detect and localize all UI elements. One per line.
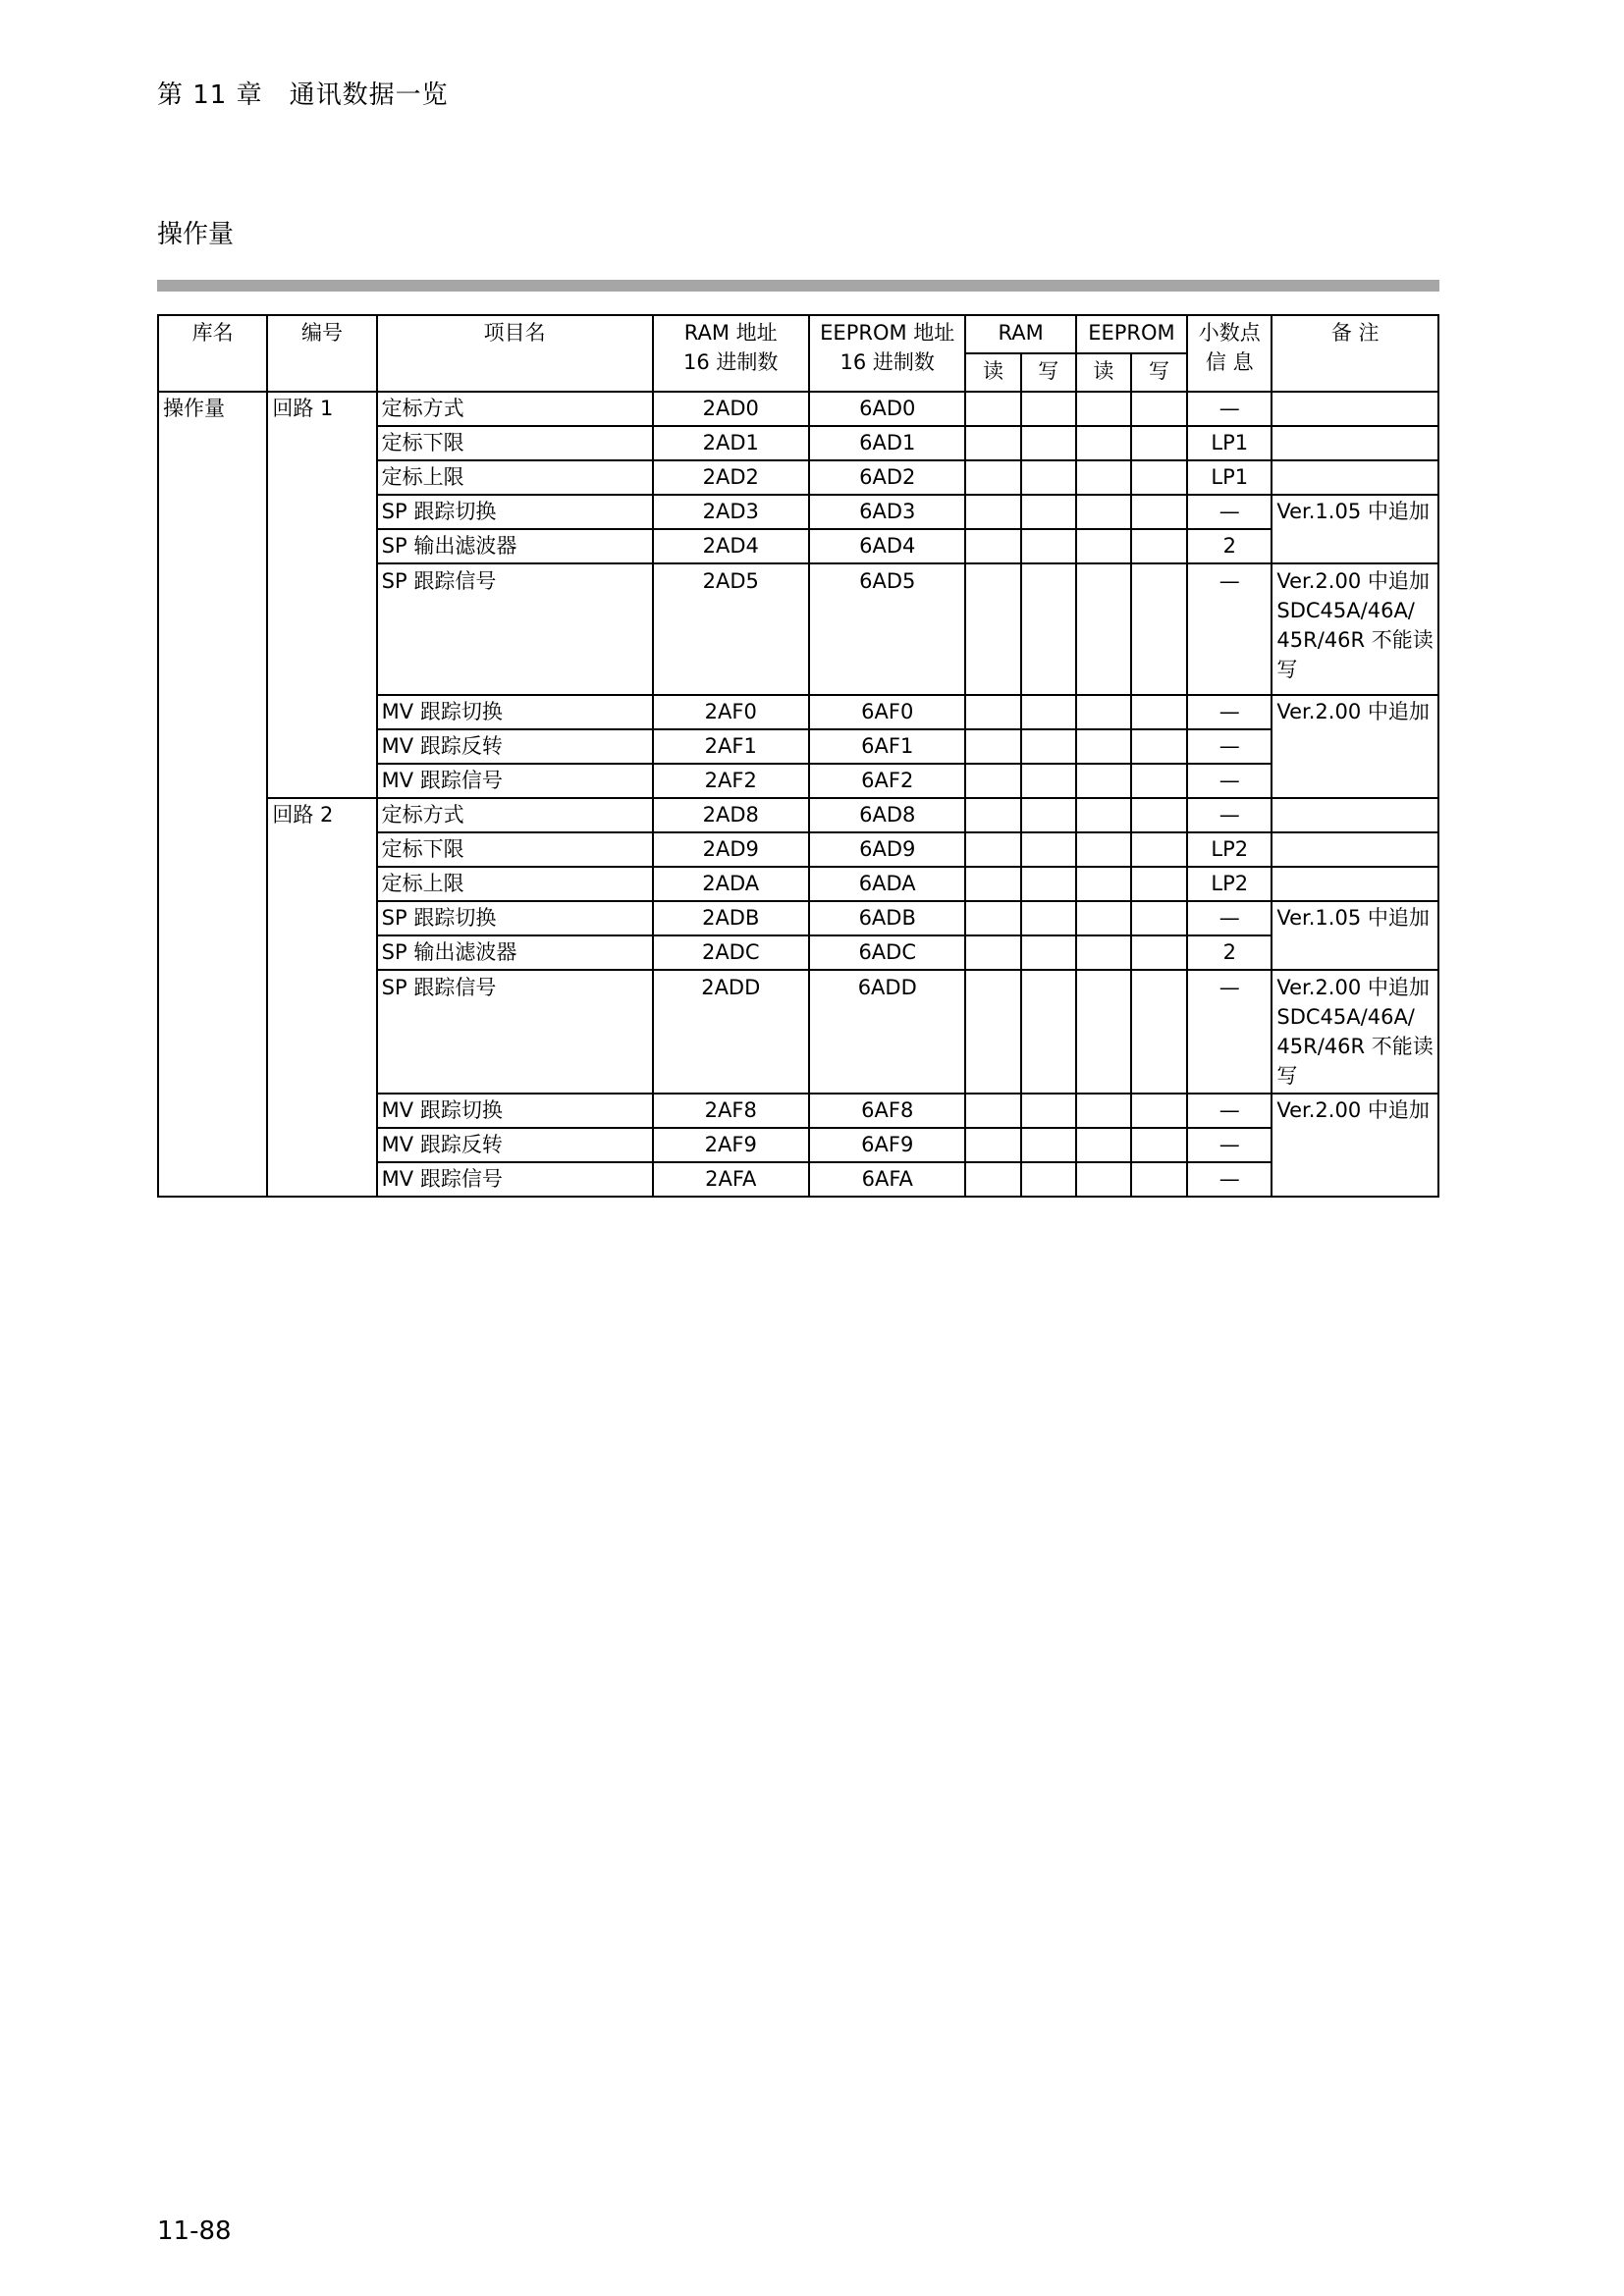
item-name: SP 跟踪信号: [377, 563, 653, 695]
item-name: SP 跟踪信号: [377, 970, 653, 1094]
decimal-info: —: [1187, 764, 1272, 798]
decimal-info: 2: [1187, 935, 1272, 970]
decimal-info: —: [1187, 563, 1272, 695]
decimal-info: —: [1187, 695, 1272, 729]
header-decimal-info: 小数点 信 息: [1187, 315, 1272, 392]
table-row: [158, 798, 1438, 832]
decimal-info: —: [1187, 798, 1272, 832]
decimal-info: LP2: [1187, 832, 1272, 867]
ram-address: 2ADA: [653, 867, 809, 901]
item-name: MV 跟踪切换: [377, 1094, 653, 1128]
eeprom-address: 6AD1: [809, 426, 965, 460]
header-eeprom-write: 写: [1131, 353, 1187, 392]
section-divider-bar: [157, 280, 1439, 292]
decimal-info: LP1: [1187, 426, 1272, 460]
ram-address: 2ADB: [653, 901, 809, 935]
ram-address: 2AD5: [653, 563, 809, 695]
remarks-cell: Ver.2.00 中追加: [1272, 1094, 1438, 1197]
item-name: MV 跟踪信号: [377, 1162, 653, 1197]
item-name: SP 跟踪切换: [377, 901, 653, 935]
eeprom-address: 6AF1: [809, 729, 965, 764]
header-ram-address: RAM 地址 16 进制数: [653, 315, 809, 392]
item-name: 定标上限: [377, 460, 653, 495]
eeprom-address: 6AF8: [809, 1094, 965, 1128]
remarks-cell: [1272, 392, 1438, 426]
eeprom-address: 6ADA: [809, 867, 965, 901]
item-name: 定标上限: [377, 867, 653, 901]
item-name: 定标方式: [377, 392, 653, 426]
item-name: MV 跟踪反转: [377, 1128, 653, 1162]
item-name: MV 跟踪反转: [377, 729, 653, 764]
item-name: SP 输出滤波器: [377, 935, 653, 970]
decimal-info: —: [1187, 901, 1272, 935]
eeprom-address: 6AD9: [809, 832, 965, 867]
header-number: 编号: [267, 315, 376, 392]
decimal-info: —: [1187, 729, 1272, 764]
remarks-cell: Ver.2.00 中追加 SDC45A/46A/ 45R/46R 不能读写: [1272, 970, 1438, 1094]
decimal-info: LP1: [1187, 460, 1272, 495]
ram-address: 2AD0: [653, 392, 809, 426]
ram-address: 2ADD: [653, 970, 809, 1094]
header-remarks: 备 注: [1272, 315, 1438, 392]
decimal-info: LP2: [1187, 867, 1272, 901]
header-eeprom-address: EEPROM 地址 16 进制数: [809, 315, 965, 392]
eeprom-address: 6AD3: [809, 495, 965, 529]
item-name: MV 跟踪信号: [377, 764, 653, 798]
remarks-cell: Ver.2.00 中追加: [1272, 695, 1438, 798]
loop2-cell: 回路 2: [267, 798, 376, 1197]
ram-address: 2AD8: [653, 798, 809, 832]
decimal-info: 2: [1187, 529, 1272, 563]
ram-address: 2AF8: [653, 1094, 809, 1128]
decimal-info: —: [1187, 1094, 1272, 1128]
ram-address: 2AD1: [653, 426, 809, 460]
header-ram-read: 读: [965, 353, 1020, 392]
item-name: 定标方式: [377, 798, 653, 832]
ram-address: 2AFA: [653, 1162, 809, 1197]
remarks-cell: [1272, 867, 1438, 901]
header-eeprom: EEPROM: [1076, 315, 1187, 353]
eeprom-address: 6ADD: [809, 970, 965, 1094]
ram-address: 2AD3: [653, 495, 809, 529]
header-eeprom-read: 读: [1076, 353, 1131, 392]
eeprom-address: 6AD8: [809, 798, 965, 832]
ram-address: 2AF2: [653, 764, 809, 798]
header-lib-name: 库名: [158, 315, 267, 392]
header-item-name: 项目名: [377, 315, 653, 392]
ram-address: 2AF1: [653, 729, 809, 764]
item-name: SP 跟踪切换: [377, 495, 653, 529]
item-name: MV 跟踪切换: [377, 695, 653, 729]
remarks-cell: [1272, 460, 1438, 495]
remarks-cell: Ver.1.05 中追加: [1272, 901, 1438, 970]
ram-address: 2AD9: [653, 832, 809, 867]
header-ram-write: 写: [1021, 353, 1076, 392]
eeprom-address: 6AFA: [809, 1162, 965, 1197]
decimal-info: —: [1187, 392, 1272, 426]
ram-address: 2AF0: [653, 695, 809, 729]
communication-data-table: [157, 314, 1439, 1198]
ram-address: 2AD4: [653, 529, 809, 563]
eeprom-address: 6AD4: [809, 529, 965, 563]
remarks-cell: [1272, 832, 1438, 867]
chapter-header: 第 11 章 通讯数据一览: [157, 80, 449, 110]
eeprom-address: 6AF0: [809, 695, 965, 729]
loop1-cell: 回路 1: [267, 392, 376, 798]
eeprom-address: 6ADB: [809, 901, 965, 935]
table-row: [158, 392, 1438, 426]
remarks-cell: [1272, 798, 1438, 832]
eeprom-address: 6AF9: [809, 1128, 965, 1162]
decimal-info: —: [1187, 1128, 1272, 1162]
item-name: SP 输出滤波器: [377, 529, 653, 563]
ram-address: 2ADC: [653, 935, 809, 970]
decimal-info: —: [1187, 970, 1272, 1094]
table-header-row: [158, 315, 1438, 353]
eeprom-address: 6ADC: [809, 935, 965, 970]
section-title: 操作量: [157, 220, 235, 249]
remarks-cell: Ver.2.00 中追加 SDC45A/46A/ 45R/46R 不能读写: [1272, 563, 1438, 695]
decimal-info: —: [1187, 495, 1272, 529]
eeprom-address: 6AD5: [809, 563, 965, 695]
remarks-cell: [1272, 426, 1438, 460]
ram-address: 2AF9: [653, 1128, 809, 1162]
decimal-info: —: [1187, 1162, 1272, 1197]
item-name: 定标下限: [377, 832, 653, 867]
header-ram: RAM: [965, 315, 1075, 353]
remarks-cell: Ver.1.05 中追加: [1272, 495, 1438, 563]
lib-name-cell: 操作量: [158, 392, 267, 1197]
page-number: 11-88: [157, 2216, 232, 2246]
eeprom-address: 6AD0: [809, 392, 965, 426]
item-name: 定标下限: [377, 426, 653, 460]
ram-address: 2AD2: [653, 460, 809, 495]
eeprom-address: 6AF2: [809, 764, 965, 798]
eeprom-address: 6AD2: [809, 460, 965, 495]
